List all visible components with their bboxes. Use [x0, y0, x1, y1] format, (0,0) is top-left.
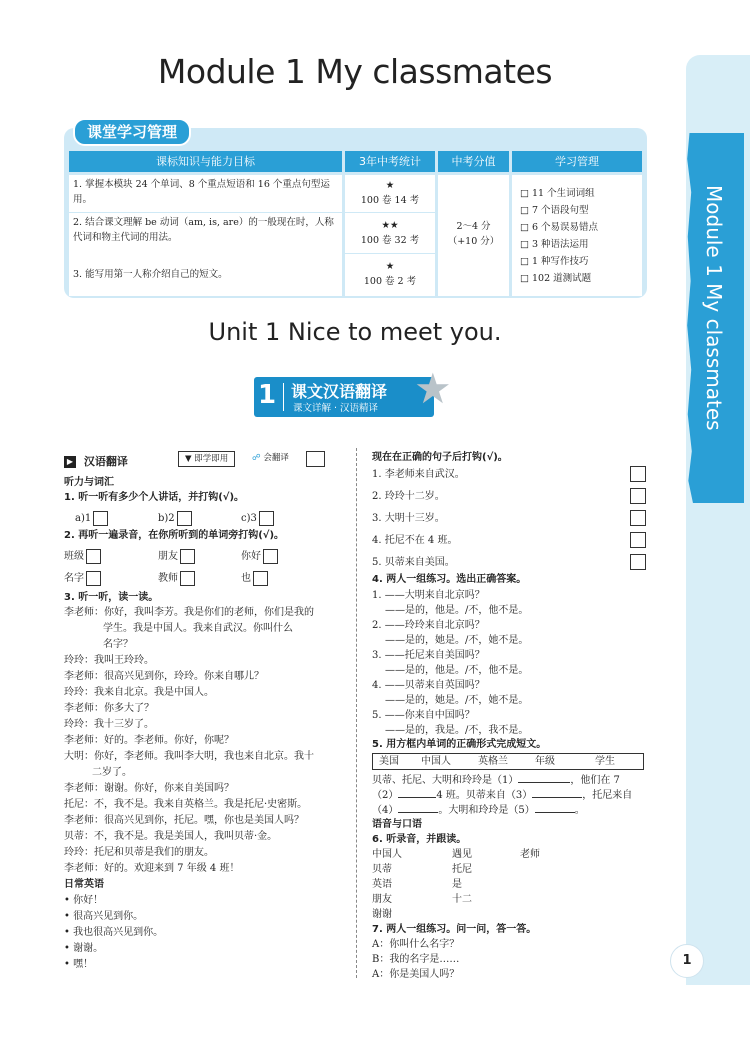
q2-word: 你好	[241, 549, 278, 564]
check-item: 3. 大明十三岁。	[372, 513, 445, 524]
dialog-line: 大明：你好，李老师。我叫李大明，我也来自北京。我十	[64, 751, 314, 762]
header-score: 中考分值	[438, 151, 509, 172]
dialog-line: 李老师：好的。欢迎来到 7 年级 4 班！	[64, 863, 240, 874]
q7-line: B：我的名字是……	[372, 954, 460, 965]
q4-line: ——是的，她是。/不，她不是。	[385, 695, 529, 706]
q4-line: ——是的，她是。/不，她不是。	[385, 635, 529, 646]
check-intro: 现在在正确的句子后打钩(√)。	[372, 452, 508, 463]
dialog-line: 玲玲：托尼和贝蒂是我们的朋友。	[64, 847, 214, 858]
link-icon: ☍	[252, 453, 261, 463]
dialog-line: 二岁了。	[92, 767, 132, 778]
q1-option: a)1	[75, 511, 108, 526]
q4: 4. 两人一组练习。选出正确答案。	[372, 574, 527, 585]
header-goals: 课标知识与能力目标	[69, 151, 342, 172]
q6-word: 谢谢	[372, 909, 392, 920]
q2-word: 班级	[64, 549, 101, 564]
header-manage: 学习管理	[512, 151, 642, 172]
word-box-item: 年级	[535, 756, 555, 767]
goal-1: 1. 掌握本模块 24 个单词、8 个重点短语和 16 个重点句型运用。	[69, 175, 342, 212]
q4-line: 5. ——你来自中国吗？	[372, 710, 475, 721]
banner-subtitle: 课文详解 · 汉语精译	[293, 403, 379, 414]
dialog-line: 李老师：很高兴见到你，托尼。嘿，你也是美国人吗？	[64, 815, 304, 826]
unit-title: Unit 1 Nice to meet you.	[208, 318, 502, 346]
dialog-line: 李老师：谢谢。你好，你来自美国吗？	[64, 783, 234, 794]
word-box-item: 英格兰	[478, 756, 508, 767]
q5: 5. 用方框内单词的正确形式完成短文。	[372, 739, 547, 750]
q6: 6. 听录音，并跟读。	[372, 834, 467, 845]
q6-word: 托尼	[452, 864, 472, 875]
q1-option: c)3	[241, 511, 274, 526]
tag-learn-use: ▼ 即学即用	[178, 451, 235, 467]
stat-2-text: 100 卷 32 考	[360, 235, 420, 246]
stat-1	[345, 175, 435, 212]
play-icon: ▶	[64, 456, 76, 468]
q6-word: 老师	[520, 849, 540, 860]
module-title: Module 1 My classmates	[157, 52, 553, 91]
score-cell	[438, 175, 509, 296]
q4-line: 2. ——玲玲来自北京吗？	[372, 620, 485, 631]
goal-3: 3. 能写用第一人称介绍自己的短文。	[69, 254, 342, 296]
daily-item: • 嘿！	[64, 959, 94, 970]
word-box-item: 美国	[379, 756, 399, 767]
sub-listening: 听力与词汇	[64, 477, 114, 488]
check-box[interactable]	[630, 532, 646, 548]
blank-5[interactable]	[535, 812, 575, 813]
header-stats: 3年中考统计	[345, 151, 435, 172]
daily-item: • 我也很高兴见到你。	[64, 927, 164, 938]
passage-line: （4） 。大明和玲玲是（5） 。	[372, 805, 585, 816]
side-tab-text: Module 1 My classmates	[702, 185, 726, 431]
tag-translate	[248, 451, 293, 465]
check-item: 2. 玲玲十二岁。	[372, 491, 445, 502]
stat-3	[345, 254, 435, 296]
q2-word: 名字	[64, 571, 101, 586]
dialog-line: 李老师：很高兴见到你，玲玲。你来自哪儿？	[64, 671, 264, 682]
check-box[interactable]	[630, 554, 646, 570]
page-number: 1	[670, 944, 704, 978]
manage-cell	[512, 175, 642, 296]
manage-item: □ 6 个易误易错点	[520, 222, 599, 233]
manage-item: □ 1 种写作技巧	[520, 256, 589, 267]
dialog-line: 玲玲：我十三岁了。	[64, 719, 154, 730]
word-box	[372, 753, 644, 770]
blank-4[interactable]	[398, 812, 438, 813]
stat-1-stars: ★	[385, 180, 395, 191]
q4-line: 3. ——托尼来自美国吗？	[372, 650, 485, 661]
q4-line: 4. ——贝蒂来自英国吗？	[372, 680, 485, 691]
q6-word: 贝蒂	[372, 864, 392, 875]
q2: 2. 再听一遍录音，在你所听到的单词旁打钩(√)。	[64, 530, 285, 541]
q6-word: 遇见	[452, 849, 472, 860]
blank-3[interactable]	[532, 797, 582, 798]
check-item: 4. 托尼不在 4 班。	[372, 535, 458, 546]
manage-item: □ 102 道测试题	[520, 273, 592, 284]
check-box[interactable]	[630, 466, 646, 482]
check-box[interactable]	[630, 510, 646, 526]
score-value: 2～4 分	[456, 221, 491, 232]
dialog-line: 李老师：好的。李老师。你好，你呢？	[64, 735, 234, 746]
banner-number: 1	[258, 380, 277, 410]
dialog-line: 贝蒂：不，我不是。我是美国人，我叫贝蒂·金。	[64, 831, 278, 842]
word-box-item: 中国人	[421, 756, 451, 767]
stat-2	[345, 213, 435, 253]
q6-word: 十二	[452, 894, 472, 905]
q4-line: 1. ——大明来自北京吗？	[372, 590, 485, 601]
dialog-line: 名字？	[103, 639, 133, 650]
management-label: 课堂学习管理	[73, 118, 191, 146]
dialog-line: 学生。我是中国人。我来自武汉。你叫什么	[103, 623, 293, 634]
stat-2-stars: ★★	[381, 220, 399, 231]
q3: 3. 听一听，读一读。	[64, 592, 159, 603]
q2-word: 教师	[158, 571, 195, 586]
manage-item: □ 7 个语段句型	[520, 205, 589, 216]
daily-item: • 很高兴见到你。	[64, 911, 144, 922]
section-heading	[64, 455, 128, 468]
score-extra: （+10 分）	[447, 236, 500, 247]
goal-2: 2. 结合课文理解 be 动词（am, is, are）的一般现在时，人称代词和物主代词的用法。	[69, 213, 342, 254]
check-item: 1. 李老师来自武汉。	[372, 469, 465, 480]
q2-word: 也	[241, 571, 268, 586]
q7-line: A：你是美国人吗？	[372, 969, 460, 980]
passage-line: （2） 4 班。贝蒂来自（3） ，托尼来自	[372, 790, 633, 801]
q4-line: ——是的，他是。/不，他不是。	[385, 605, 529, 616]
dialog-line: 托尼：不，我不是。我来自英格兰。我是托尼·史密斯。	[64, 799, 308, 810]
manage-item: □ 3 种语法运用	[520, 239, 589, 250]
passage-line: 贝蒂、托尼、大明和玲玲是（1） ，他们在 7	[372, 775, 620, 786]
manage-item: □ 11 个生词词组	[520, 188, 595, 199]
q2-word: 朋友	[158, 549, 195, 564]
q6-word: 英语	[372, 879, 392, 890]
tag-translate-text: 会翻译	[263, 453, 289, 463]
daily-item: • 你好！	[64, 895, 104, 906]
section-heading-text: 汉语翻译	[83, 455, 128, 468]
stat-3-text: 100 卷 2 考	[363, 276, 417, 287]
tag-box	[306, 451, 325, 467]
q1-option: b)2	[158, 511, 192, 526]
q6-word: 朋友	[372, 894, 392, 905]
q6-word: 是	[452, 879, 462, 890]
dialog-line: 玲玲：我叫王玲玲。	[64, 655, 154, 666]
q6-word: 中国人	[372, 849, 402, 860]
stat-3-stars: ★	[385, 261, 395, 272]
blank-1[interactable]	[518, 782, 570, 783]
column-divider	[356, 448, 357, 978]
q1: 1. 听一听有多少个人讲话，并打钩(√)。	[64, 492, 245, 503]
daily-item: • 谢谢。	[64, 943, 104, 954]
dialog-line: 李老师：你好，我叫李芳。我是你们的老师，你们是我的	[64, 607, 314, 618]
oral-heading: 语音与口语	[372, 819, 422, 830]
dialog-line: 玲玲：我来自北京。我是中国人。	[64, 687, 214, 698]
check-box[interactable]	[630, 488, 646, 504]
q7: 7. 两人一组练习。问一问，答一答。	[372, 924, 537, 935]
stat-1-text: 100 卷 14 考	[360, 195, 420, 206]
word-box-item: 学生	[595, 756, 615, 767]
blank-2[interactable]	[398, 797, 436, 798]
banner-title: 课文汉语翻译	[291, 382, 388, 401]
q7-line: A：你叫什么名字？	[372, 939, 460, 950]
check-item: 5. 贝蒂来自美国。	[372, 557, 455, 568]
star-icon: ★	[414, 364, 452, 413]
daily-english-heading: 日常英语	[64, 879, 104, 890]
dialog-line: 李老师：你多大了？	[64, 703, 154, 714]
q4-line: ——是的，我是。/不，我不是。	[385, 725, 529, 736]
banner-divider	[283, 383, 284, 411]
q4-line: ——是的，他是。/不，他不是。	[385, 665, 529, 676]
